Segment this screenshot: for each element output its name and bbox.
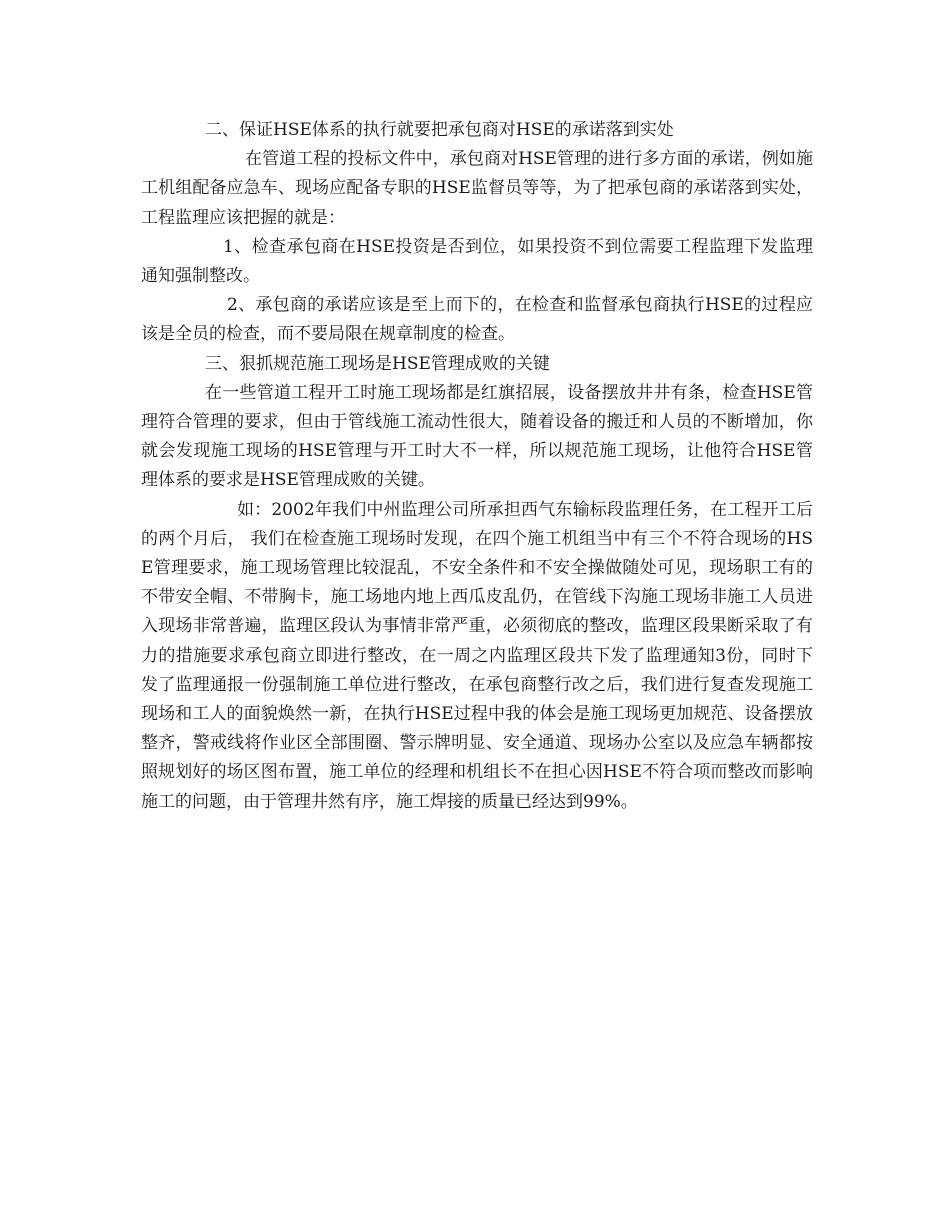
paragraph-site-management: 在一些管道工程开工时施工现场都是红旗招展，设备摆放井井有条，检查HSE管理符合管理的要求，但由于管线施工流动性很大，随着设备的搬迁和人员的不断增加，你就会发现施工现场的HSE管理与开工时大不一样，所以规范施工现场，让他符合HSE管理体系的要求是HSE管理成败的关键。 — [141, 382, 813, 491]
paragraph-bid-commitments: 在管道工程的投标文件中，承包商对HSE管理的进行多方面的承诺，例如施工机组配备应急车、现场应配备专职的HSE监督员等等，为了把承包商的承诺落到实处，工程监理应该把握的就是： — [141, 149, 813, 228]
section-heading-2: 二、保证HSE体系的执行就要把承包商对HSE的承诺落到实处 — [205, 120, 674, 140]
paragraph-case-example: 如：2002年我们中州监理公司所承担西气东输标段监理任务，在工程开工后的两个月后， 我们在检查施工现场时发现，在四个施工机组当中有三个不符合现场的HSE管理要求，施工现场管理比较混乱，不安全条件和不安全操做随处可见，现场职工有的不带安全帽、不带胸卡，施工场地内地上西瓜皮乱仍，在管线下沟施工现场非施工人员进入现场非常普遍，监理区段认为事情非常严重，必须彻底的整改，监理区段果断采取了有力的措施要求承包商立即进行整改，在一周之内监理区段共下发了监理通知3份，同时下发了监理通报一份强制施工单位进行整改，在承包商整行改之后，我们进行复查发现施工现场和工人的面貌焕然一新，在执行HSE过程中我的体会是施工现场更加规范、设备摆放整齐，警戒线将作业区全部围圈、警示牌明显、安全通道、现场办公室以及应急车辆都按照规划好的场区图布置，施工单位的经理和机组长不在担心因HSE不符合项而整改而影响施工的问题，由于管理井然有序，施工焊接的质量已经达到99%。 — [141, 499, 813, 812]
list-item-1: 1、检查承包商在HSE投资是否到位，如果投资不到位需要工程监理下发监理通知强制整改。 — [141, 236, 813, 287]
section-heading-3: 三、狠抓规范施工现场是HSE管理成败的关键 — [205, 353, 550, 374]
list-item-2: 2、承包商的承诺应该是至上而下的，在检查和监督承包商执行HSE的过程应该是全员的检查，而不要局限在规章制度的检查。 — [141, 295, 813, 345]
document-body — [141, 116, 813, 817]
